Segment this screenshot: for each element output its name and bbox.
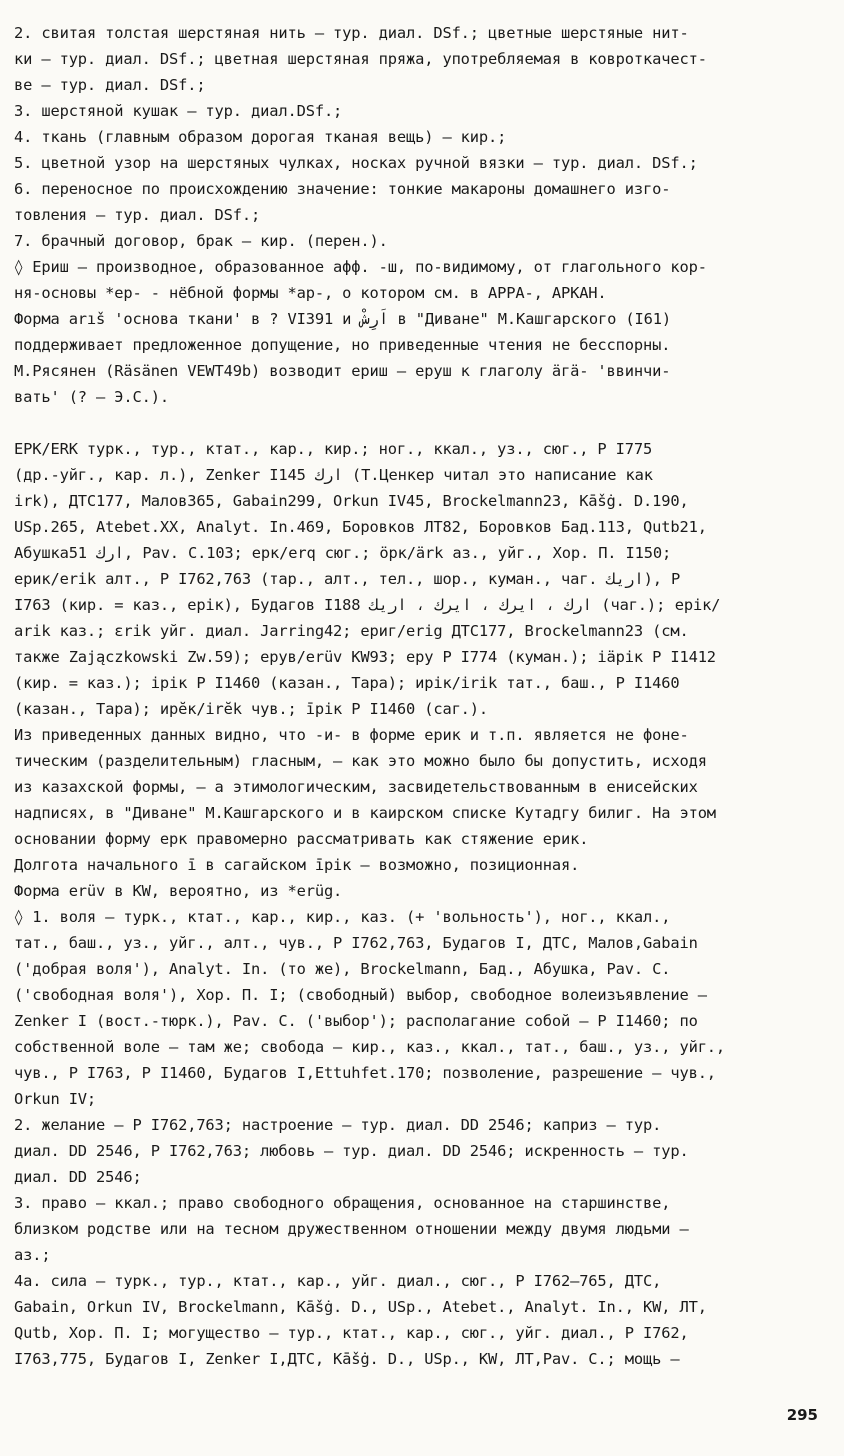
text-line: 3. право – ккал.; право свободного обращения, основанное на старшинстве,	[14, 1194, 671, 1212]
text-line: тат., баш., уз., уйг., алт., чув., Р I762,763, Будагов I, ДТС, Малов,Gabain	[14, 934, 698, 952]
text-line: Долгота начального ī в сагайском īрік – возможно, позиционная.	[14, 856, 580, 874]
text-line: ('свободная воля'), Хор. П. I; (свободный) выбор, свободное волеизъявление –	[14, 986, 707, 1004]
text-line: Qutb, Хор. П. I; могущество – тур., ктат., кар., сюг., уйг. диал., Р I762,	[14, 1324, 689, 1342]
text-line: также Zajączkowski Zw.59); ерув/erüv KW93; еру Р I774 (куман.); іӓрік Р I1412	[14, 648, 716, 666]
dictionary-text	[14, 20, 830, 1372]
text-line: товления – тур. диал. DSf.;	[14, 206, 261, 224]
text-line: 4. ткань (главным образом дорогая тканая вещь) – кир.;	[14, 128, 507, 146]
text-line: ЕРК/ERK турк., тур., ктат., кар., кир.; ног., ккал., уз., сюг., Р I775	[14, 440, 653, 458]
page-number: 295	[786, 1406, 818, 1424]
text-line: ◊ 1. воля – турк., ктат., кар., кир., каз. (+ 'вольность'), ног., ккал.,	[14, 908, 671, 926]
text-line: близком родстве или на тесном дружественном отношении между двумя людьми –	[14, 1220, 689, 1238]
text-line: 7. брачный договор, брак – кир. (перен.).	[14, 232, 388, 250]
text-line: I763 (кир. = каз., ерік), Будагов I188 ارك ، ايرك ، ايرك ، اريك (чаг.); ерік/	[14, 596, 721, 614]
text-line: Абушка51 ارك, Pav. C.103; ерк/erq сюг.; ӧрк/ӓrk аз., уйг., Хор. П. I150;	[14, 544, 672, 562]
text-line: Форма arıš 'основа ткани' в ? VI391 и اَرِشْ в "Диване" М.Кашгарского (I61)	[14, 310, 671, 328]
text-line: 5. цветной узор на шерстяных чулках, носках ручной вязки – тур. диал. DSf.;	[14, 154, 698, 172]
text-line: USp.265, Atebet.XX, Analyt. In.469, Боровков ЛТ82, Боровков Бад.113, Qutb21,	[14, 518, 707, 536]
text-line: 6. переносное по происхождению значение: тонкие макароны домашнего изго-	[14, 180, 671, 198]
text-line: arik каз.; ɛrik уйг. диал. Jarring42; ериг/erig ДТС177, Brockelmann23 (см.	[14, 622, 689, 640]
text-line: собственной воле – там же; свобода – кир., каз., ккал., тат., баш., уз., уйг.,	[14, 1038, 726, 1056]
text-line: I763,775, Будагов I, Zenker I,ДТС, Kāšġ. D., USp., KW, ЛТ,Pav. C.; мощь –	[14, 1350, 680, 1368]
text-line: (кир. = каз.); ірік Р I1460 (казан., Тара); ирік/irik тат., баш., Р I1460	[14, 674, 680, 692]
text-line	[14, 410, 830, 436]
text-line: 4а. сила – турк., тур., ктат., кар., уйг. диал., сюг., Р I762–765, ДТС,	[14, 1272, 662, 1290]
text-line: аз.;	[14, 1246, 51, 1264]
text-line: ◊ Ериш – производное, образованное афф. -ш, по-видимому, от глагольного кор-	[14, 258, 707, 276]
text-line: вать' (? – Э.С.).	[14, 388, 169, 406]
text-line: ерик/erik алт., Р I762,763 (тар., алт., тел., шор., куман., чаг. اريك), Р	[14, 570, 681, 588]
text-line: основании форму ерк правомерно рассматривать как стяжение ерик.	[14, 830, 589, 848]
text-line: irk), ДТС177, Малов365, Gabain299, Orkun IV45, Brockelmann23, Kāšġ. D.190,	[14, 492, 689, 510]
text-line: М.Рясянен (Räsänen VEWT49b) возводит ериш – еруш к глаголу ӓгӓ- 'ввинчи-	[14, 362, 671, 380]
text-line: 2. желание – Р I762,763; настроение – тур. диал. DD 2546; каприз – тур.	[14, 1116, 662, 1134]
text-line: диал. DD 2546;	[14, 1168, 142, 1186]
text-line: диал. DD 2546, Р I762,763; любовь – тур. диал. DD 2546; искренность – тур.	[14, 1142, 689, 1160]
text-line: ('добрая воля'), Analyt. In. (то же), Brockelmann, Бад., Абушка, Pav. C.	[14, 960, 671, 978]
text-line: поддерживает предложенное допущение, но приведенные чтения не бесспорны.	[14, 336, 671, 354]
text-line: 3. шерстяной кушак – тур. диал.DSf.;	[14, 102, 343, 120]
text-line: (казан., Тара); ирӗк/irӗk чув.; īрік Р I1460 (саг.).	[14, 700, 489, 718]
text-line: Zenker I (вост.-тюрк.), Pav. C. ('выбор'); располагание собой – Р I1460; по	[14, 1012, 698, 1030]
text-line: 2. свитая толстая шерстяная нить – тур. диал. DSf.; цветные шерстяные нит-	[14, 24, 689, 42]
text-line: ня-основы *ер- - нёбной формы *ар-, о котором см. в АРРА-, АРКАН.	[14, 284, 607, 302]
text-line: надписях, в "Диване" М.Кашгарского и в каирском списке Кутадгу билиг. На этом	[14, 804, 716, 822]
text-line: (др.-уйг., кар. л.), Zenker I145 ارك (Т.Ценкер читал это написание как	[14, 466, 653, 484]
text-line: тическим (разделительным) гласным, – как это можно было бы допустить, исходя	[14, 752, 707, 770]
text-line: Gabain, Orkun IV, Brockelmann, Kāšġ. D., USp., Atebet., Analyt. In., KW, ЛТ,	[14, 1298, 707, 1316]
text-line: Форма erüv в KW, вероятно, из *erüg.	[14, 882, 343, 900]
text-line: чув., Р I763, Р I1460, Будагов I,Ettuhfet.170; позволение, разрешение – чув.,	[14, 1064, 716, 1082]
text-line: Из приведенных данных видно, что -и- в форме ерик и т.п. является не фоне-	[14, 726, 689, 744]
text-line: Orkun IV;	[14, 1090, 97, 1108]
text-line: ве – тур. диал. DSf.;	[14, 76, 206, 94]
text-line: ки – тур. диал. DSf.; цветная шерстяная пряжа, употребляемая в ковроткачест-	[14, 50, 707, 68]
text-line: из казахской формы, – а этимологическим, засвидетельствованным в енисейских	[14, 778, 698, 796]
